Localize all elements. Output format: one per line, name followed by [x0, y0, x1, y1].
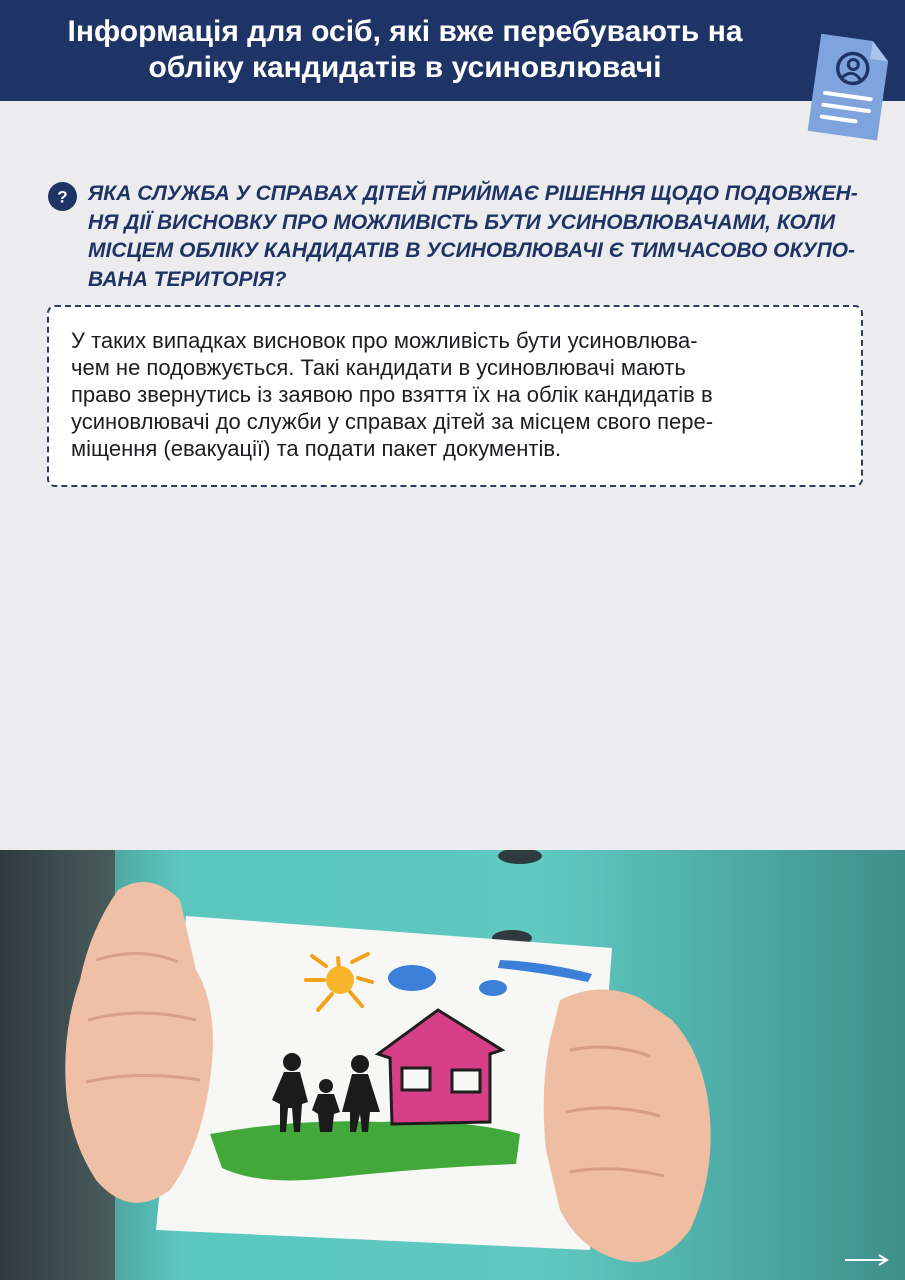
answer-line: міщення (евакуації) та подати пакет документів. — [71, 436, 562, 461]
page-title-line: обліку кандидатів в усиновлювачі — [148, 51, 662, 84]
answer-card — [47, 305, 863, 487]
answer-line: У таких випадках висновок про можливість бути усиновлюва- — [71, 328, 698, 353]
question-line: ВАНА ТЕРИТОРІЯ? — [88, 267, 287, 291]
answer-line: чем не подовжується. Такі кандидати в усиновлювачі мають — [71, 355, 686, 380]
answer-text — [71, 327, 833, 462]
answer-line: усиновлювачі до служби у справах дітей за місцем свого пере- — [71, 409, 714, 434]
arrow-right-icon[interactable] — [843, 1252, 891, 1268]
question-line: НЯ ДІЇ ВИСНОВКУ ПРО МОЖЛИВІСТЬ БУТИ УСИНОВЛЮВАЧАМИ, КОЛИ — [88, 210, 836, 234]
answer-line: право звернутись із заявою про взяття їх на облік кандидатів в — [71, 382, 713, 407]
question-section — [48, 180, 883, 294]
question-mark-icon — [48, 182, 77, 211]
question-line: ЯКА СЛУЖБА У СПРАВАХ ДІТЕЙ ПРИЙМАЄ РІШЕННЯ ЩОДО ПОДОВЖЕН- — [88, 182, 858, 205]
svg-text:?: ? — [57, 187, 68, 207]
document-profile-icon — [800, 32, 896, 144]
child-drawing-photo — [0, 850, 905, 1280]
page-title-line: Інформація для осіб, які вже перебувають на — [67, 15, 743, 48]
page-title — [40, 14, 770, 86]
header-banner — [0, 0, 905, 101]
question-line: МІСЦЕМ ОБЛІКУ КАНДИДАТІВ В УСИНОВЛЮВАЧІ Є ТИМЧАСОВО ОКУПО- — [88, 239, 856, 262]
question-text — [88, 180, 883, 294]
